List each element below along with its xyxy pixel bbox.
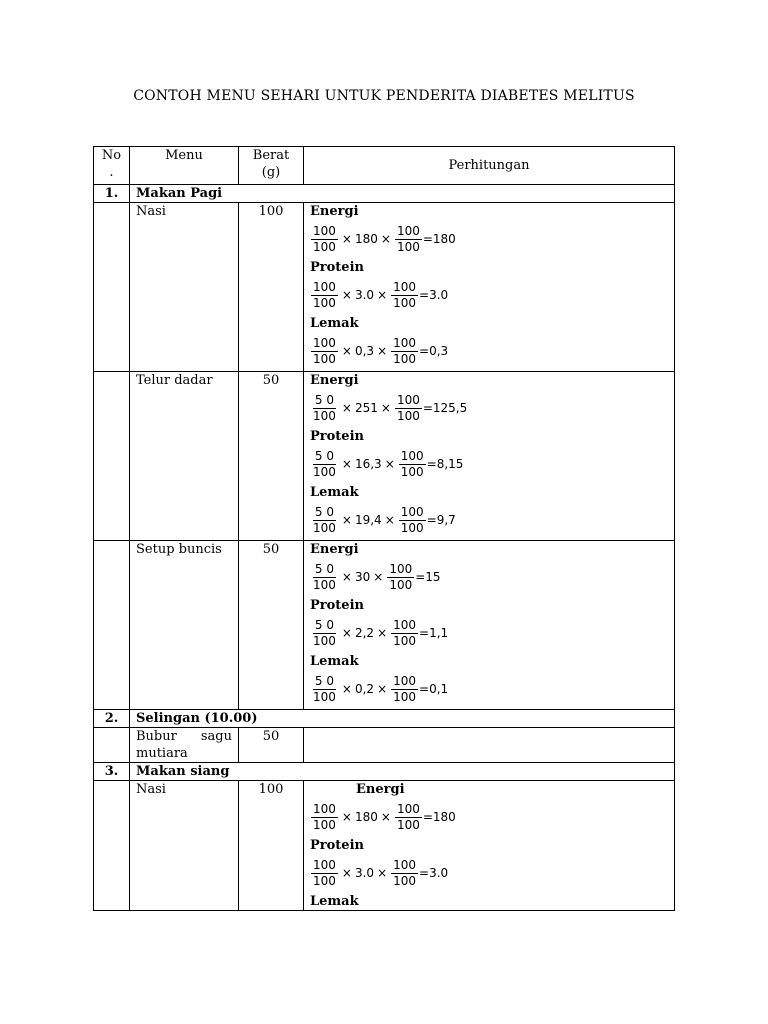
times-sign: × xyxy=(341,682,352,696)
nutrient-result: 3.0 xyxy=(429,288,449,302)
times-sign: × xyxy=(341,626,352,640)
times-sign: × xyxy=(341,513,352,527)
menu-table xyxy=(93,146,675,911)
calculation-cell xyxy=(304,541,675,710)
nutrient-formula xyxy=(310,670,668,709)
menu-item-line: Bubur sagu xyxy=(136,729,232,744)
fraction-denominator: 100 xyxy=(313,634,336,648)
nutrient-label: Energi xyxy=(310,542,359,557)
times-sign: × xyxy=(377,866,388,880)
nutrient-formula xyxy=(310,445,668,484)
nutrient-result: 8,15 xyxy=(436,457,464,471)
nutrient-label: Protein xyxy=(310,429,364,444)
times-sign: × xyxy=(384,513,395,527)
nutrient-result: 1,1 xyxy=(429,626,449,640)
calculation-cell xyxy=(304,728,675,763)
fraction-numerator: 100 xyxy=(393,674,417,688)
equals-sign: = xyxy=(426,457,437,471)
section-row xyxy=(94,185,675,203)
nutrient-base-value: 2,2 xyxy=(354,626,375,640)
section-name: Makan Pagi xyxy=(130,185,675,203)
nutrient-formula xyxy=(310,558,668,597)
fraction-numerator: 100 xyxy=(313,224,336,238)
nutrient-label: Energi xyxy=(356,782,405,797)
equals-sign: = xyxy=(419,866,430,880)
weight-fraction xyxy=(311,562,338,593)
edible-fraction xyxy=(387,562,414,593)
header-berat: Berat (g) xyxy=(239,147,304,185)
fraction-denominator: 100 xyxy=(389,578,413,592)
weight-fraction xyxy=(311,280,338,311)
times-sign: × xyxy=(377,626,388,640)
edible-fraction xyxy=(395,802,422,833)
nutrient-base-value: 0,3 xyxy=(354,344,375,358)
times-sign: × xyxy=(341,232,352,246)
fraction-numerator: 100 xyxy=(400,449,424,463)
nutrient-result: 0,1 xyxy=(429,682,449,696)
fraction-denominator: 100 xyxy=(313,240,336,254)
equals-sign: = xyxy=(419,626,430,640)
nutrient-formula xyxy=(310,854,668,893)
fraction-numerator: 5 0 xyxy=(314,562,334,576)
equals-sign: = xyxy=(422,401,433,415)
fraction-numerator: 100 xyxy=(393,336,417,350)
edible-fraction xyxy=(399,449,426,480)
fraction-denominator: 100 xyxy=(313,352,336,366)
table-row xyxy=(94,541,675,710)
fraction-numerator: 5 0 xyxy=(314,618,334,632)
nutrient-formula xyxy=(310,220,668,259)
table-row xyxy=(94,728,675,763)
menu-item-name: Nasi xyxy=(130,203,239,372)
menu-item-weight: 50 xyxy=(239,728,304,763)
times-sign: × xyxy=(380,401,391,415)
edible-fraction xyxy=(391,280,418,311)
fraction-denominator: 100 xyxy=(400,465,424,479)
nutrient-base-value: 3.0 xyxy=(354,866,375,880)
menu-item-weight: 100 xyxy=(239,781,304,911)
nutrient-result: 9,7 xyxy=(436,513,456,527)
fraction-denominator: 100 xyxy=(313,521,336,535)
times-sign: × xyxy=(373,570,384,584)
item-number-cell xyxy=(94,781,130,911)
nutrient-formula xyxy=(310,501,668,540)
edible-fraction xyxy=(391,674,418,705)
equals-sign: = xyxy=(426,513,437,527)
times-sign: × xyxy=(341,810,352,824)
weight-fraction xyxy=(311,449,338,480)
nutrient-label: Energi xyxy=(310,204,359,219)
equals-sign: = xyxy=(422,232,433,246)
calculation-cell xyxy=(304,372,675,541)
fraction-denominator: 100 xyxy=(313,296,336,310)
fraction-numerator: 100 xyxy=(393,858,417,872)
item-number-cell xyxy=(94,203,130,372)
weight-fraction xyxy=(311,618,338,649)
equals-sign: = xyxy=(419,682,430,696)
fraction-numerator: 100 xyxy=(393,618,417,632)
times-sign: × xyxy=(377,288,388,302)
fraction-denominator: 100 xyxy=(313,409,336,423)
table-header-row xyxy=(94,147,675,185)
fraction-denominator: 100 xyxy=(393,352,417,366)
edible-fraction xyxy=(395,224,422,255)
fraction-denominator: 100 xyxy=(393,634,417,648)
times-sign: × xyxy=(377,344,388,358)
edible-fraction xyxy=(395,393,422,424)
fraction-denominator: 100 xyxy=(396,818,420,832)
nutrient-label: Lemak xyxy=(310,316,359,331)
equals-sign: = xyxy=(419,344,430,358)
nutrient-formula xyxy=(310,389,668,428)
fraction-denominator: 100 xyxy=(313,690,336,704)
edible-fraction xyxy=(391,618,418,649)
section-number: 2. xyxy=(94,710,130,728)
section-number: 3. xyxy=(94,763,130,781)
menu-item-name xyxy=(130,728,239,763)
times-sign: × xyxy=(341,570,352,584)
times-sign: × xyxy=(380,810,391,824)
nutrient-base-value: 19,4 xyxy=(354,513,382,527)
fraction-numerator: 100 xyxy=(393,280,417,294)
calculation-cell xyxy=(304,203,675,372)
nutrient-base-value: 30 xyxy=(354,570,371,584)
nutrient-label: Lemak xyxy=(310,485,359,500)
nutrient-formula xyxy=(310,614,668,653)
times-sign: × xyxy=(380,232,391,246)
page-title: CONTOH MENU SEHARI UNTUK PENDERITA DIABETES MELITUS xyxy=(133,88,635,104)
fraction-numerator: 5 0 xyxy=(314,449,334,463)
fraction-denominator: 100 xyxy=(313,818,336,832)
item-number-cell xyxy=(94,541,130,710)
section-row xyxy=(94,710,675,728)
fraction-denominator: 100 xyxy=(393,296,417,310)
nutrient-label: Lemak xyxy=(310,654,359,669)
menu-item-name: Telur dadar xyxy=(130,372,239,541)
nutrient-formula xyxy=(310,276,668,315)
equals-sign: = xyxy=(422,810,433,824)
fraction-denominator: 100 xyxy=(396,240,420,254)
fraction-numerator: 5 0 xyxy=(314,393,334,407)
edible-fraction xyxy=(391,858,418,889)
item-number-cell xyxy=(94,728,130,763)
fraction-numerator: 100 xyxy=(400,505,424,519)
nutrient-formula xyxy=(310,798,668,837)
nutrient-label: Lemak xyxy=(310,894,359,909)
equals-sign: = xyxy=(419,288,430,302)
header-perhitungan: Perhitungan xyxy=(304,147,675,185)
nutrient-result: 180 xyxy=(432,810,456,824)
fraction-numerator: 100 xyxy=(396,802,420,816)
fraction-denominator: 100 xyxy=(313,465,336,479)
fraction-numerator: 5 0 xyxy=(314,505,334,519)
section-row xyxy=(94,763,675,781)
header-no: No . xyxy=(94,147,130,185)
weight-fraction xyxy=(311,224,338,255)
section-name: Selingan (10.00) xyxy=(130,710,675,728)
fraction-denominator: 100 xyxy=(313,578,336,592)
weight-fraction xyxy=(311,393,338,424)
fraction-denominator: 100 xyxy=(393,874,417,888)
nutrient-result: 3.0 xyxy=(429,866,449,880)
nutrient-base-value: 180 xyxy=(354,810,378,824)
calculation-cell xyxy=(304,781,675,911)
nutrient-base-value: 16,3 xyxy=(354,457,382,471)
menu-item-name: Setup buncis xyxy=(130,541,239,710)
weight-fraction xyxy=(311,336,338,367)
times-sign: × xyxy=(341,344,352,358)
fraction-denominator: 100 xyxy=(396,409,420,423)
section-number: 1. xyxy=(94,185,130,203)
weight-fraction xyxy=(311,858,338,889)
nutrient-base-value: 3.0 xyxy=(354,288,375,302)
nutrient-label: Energi xyxy=(310,373,359,388)
nutrient-label: Protein xyxy=(310,598,364,613)
fraction-numerator: 100 xyxy=(389,562,413,576)
header-menu: Menu xyxy=(130,147,239,185)
nutrient-formula xyxy=(310,332,668,371)
menu-item-line: mutiara xyxy=(136,746,188,761)
fraction-numerator: 100 xyxy=(313,336,336,350)
times-sign: × xyxy=(341,457,352,471)
table-row xyxy=(94,781,675,911)
nutrient-label: Protein xyxy=(310,260,364,275)
table-row xyxy=(94,372,675,541)
nutrient-result: 125,5 xyxy=(432,401,468,415)
weight-fraction xyxy=(311,505,338,536)
times-sign: × xyxy=(377,682,388,696)
edible-fraction xyxy=(399,505,426,536)
weight-fraction xyxy=(311,674,338,705)
times-sign: × xyxy=(341,288,352,302)
item-number-cell xyxy=(94,372,130,541)
menu-item-weight: 100 xyxy=(239,203,304,372)
fraction-denominator: 100 xyxy=(313,874,336,888)
menu-item-weight: 50 xyxy=(239,372,304,541)
fraction-denominator: 100 xyxy=(400,521,424,535)
fraction-numerator: 100 xyxy=(313,280,336,294)
fraction-numerator: 100 xyxy=(396,224,420,238)
menu-item-weight: 50 xyxy=(239,541,304,710)
nutrient-label: Protein xyxy=(310,838,364,853)
nutrient-base-value: 0,2 xyxy=(354,682,375,696)
menu-item-name: Nasi xyxy=(130,781,239,911)
fraction-numerator: 100 xyxy=(396,393,420,407)
section-name: Makan siang xyxy=(130,763,675,781)
times-sign: × xyxy=(384,457,395,471)
fraction-denominator: 100 xyxy=(393,690,417,704)
fraction-numerator: 5 0 xyxy=(314,674,334,688)
times-sign: × xyxy=(341,401,352,415)
fraction-numerator: 100 xyxy=(313,802,336,816)
nutrient-base-value: 180 xyxy=(354,232,378,246)
table-row xyxy=(94,203,675,372)
nutrient-base-value: 251 xyxy=(354,401,378,415)
nutrient-result: 15 xyxy=(425,570,441,584)
times-sign: × xyxy=(341,866,352,880)
equals-sign: = xyxy=(415,570,426,584)
edible-fraction xyxy=(391,336,418,367)
fraction-numerator: 100 xyxy=(313,858,336,872)
weight-fraction xyxy=(311,802,338,833)
nutrient-result: 180 xyxy=(432,232,456,246)
nutrient-result: 0,3 xyxy=(429,344,449,358)
